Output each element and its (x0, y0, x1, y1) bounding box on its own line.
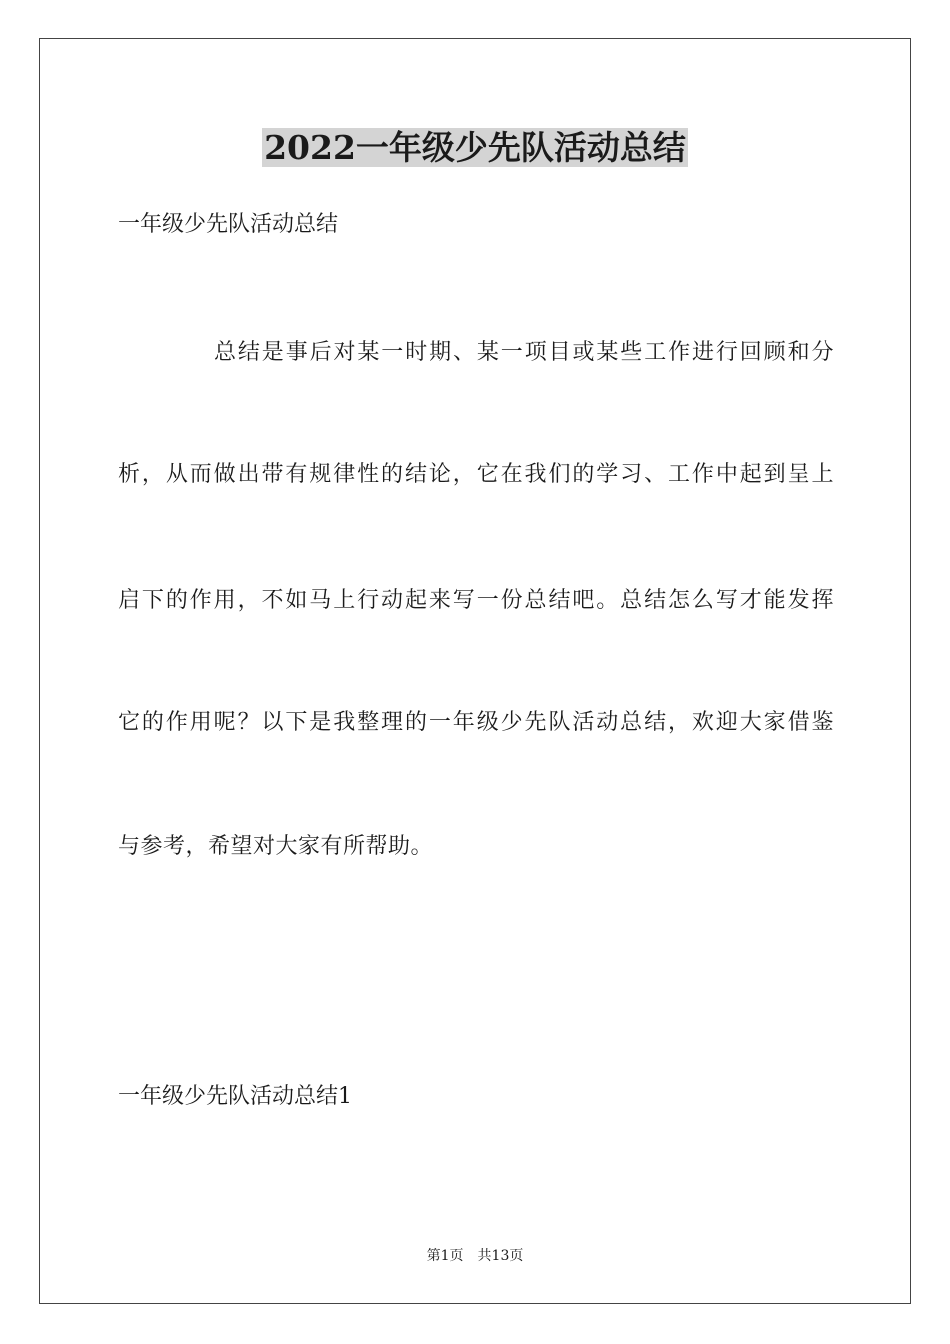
intro-line-1: 总结是事后对某一时期、某一项目或某些工作进行回顾和分 (214, 340, 834, 365)
intro-line-3: 启下的作用，不如马上行动起来写一份总结吧。总结怎么写才能发挥 (118, 588, 834, 613)
page-footer (0, 1246, 950, 1266)
document-title (0, 126, 950, 170)
intro-line-2: 析，从而做出带有规律性的结论，它在我们的学习、工作中起到呈上 (118, 462, 834, 487)
page-total: 共13页 (477, 1248, 524, 1264)
intro-line-4: 它的作用呢？以下是我整理的一年级少先队活动总结，欢迎大家借鉴 (118, 710, 834, 735)
section-heading: 一年级少先队活动总结1 (118, 1084, 352, 1109)
document-subtitle: 一年级少先队活动总结 (118, 212, 339, 237)
page-number: 第1页 (426, 1248, 464, 1264)
document-title-text: 2022一年级少先队活动总结 (264, 128, 686, 167)
intro-line-5: 与参考，希望对大家有所帮助。 (118, 834, 434, 859)
